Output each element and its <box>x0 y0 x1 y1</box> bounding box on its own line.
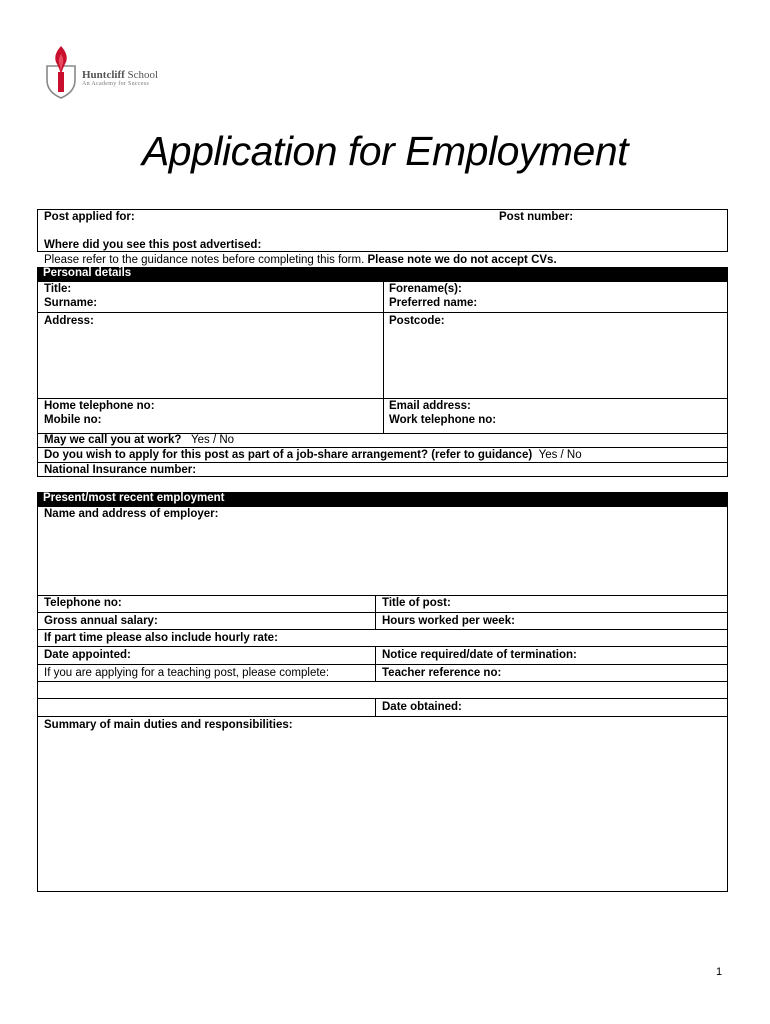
preferred-name-label: Preferred name: <box>389 297 478 309</box>
email-label: Email address: <box>389 400 471 412</box>
home-telephone-label: Home telephone no: <box>44 400 155 412</box>
page-number: 1 <box>716 966 723 978</box>
post-applied-label: Post applied for: <box>44 211 135 223</box>
salary-label: Gross annual salary: <box>44 615 158 627</box>
school-tagline: An Academy for Success <box>82 81 150 87</box>
teacher-reference-label: Teacher reference no: <box>382 667 502 679</box>
job-share-question: Do you wish to apply for this post as part of a job-share arrangement? (refer to guidance) Yes / No <box>44 449 582 461</box>
postcode-label: Postcode: <box>389 315 445 327</box>
hourly-rate-label: If part time please also include hourly rate: <box>44 632 278 644</box>
mobile-label: Mobile no: <box>44 414 102 426</box>
personal-details-header: Personal details <box>37 267 728 281</box>
address-label: Address: <box>44 315 94 327</box>
hours-label: Hours worked per week: <box>382 615 515 627</box>
school-logo <box>44 44 184 100</box>
employer-label: Name and address of employer: <box>44 508 219 520</box>
where-advertised-label: Where did you see this post advertised: <box>44 239 262 251</box>
job-share-options: Yes / No <box>538 449 582 461</box>
school-name: Huntcliff School <box>82 69 159 81</box>
call-at-work-options: Yes / No <box>191 434 235 446</box>
work-telephone-label: Work telephone no: <box>389 414 497 426</box>
surname-label: Surname: <box>44 297 98 309</box>
teaching-post-note: If you are applying for a teaching post, please complete: <box>44 667 330 679</box>
ni-number-label: National Insurance number: <box>44 464 197 476</box>
page-title: Application for Employment <box>141 128 629 174</box>
post-number-label: Post number: <box>499 211 574 223</box>
employment-box <box>37 506 728 892</box>
title-label: Title: <box>44 283 72 295</box>
date-obtained-label: Date obtained: <box>382 701 462 713</box>
school-crest-icon <box>44 44 78 100</box>
call-at-work-question: May we call you at work? Yes / No <box>44 434 235 446</box>
date-appointed-label: Date appointed: <box>44 649 131 661</box>
title-of-post-label: Title of post: <box>382 597 451 609</box>
notice-label: Notice required/date of termination: <box>382 649 577 661</box>
forenames-label: Forename(s): <box>389 283 462 295</box>
summary-duties-label: Summary of main duties and responsibilities: <box>44 719 293 731</box>
employer-telephone-label: Telephone no: <box>44 597 122 609</box>
guidance-note: Please refer to the guidance notes before completing this form. Please note we do not accept CVs. <box>44 254 557 266</box>
employment-header: Present/most recent employment <box>37 492 728 506</box>
